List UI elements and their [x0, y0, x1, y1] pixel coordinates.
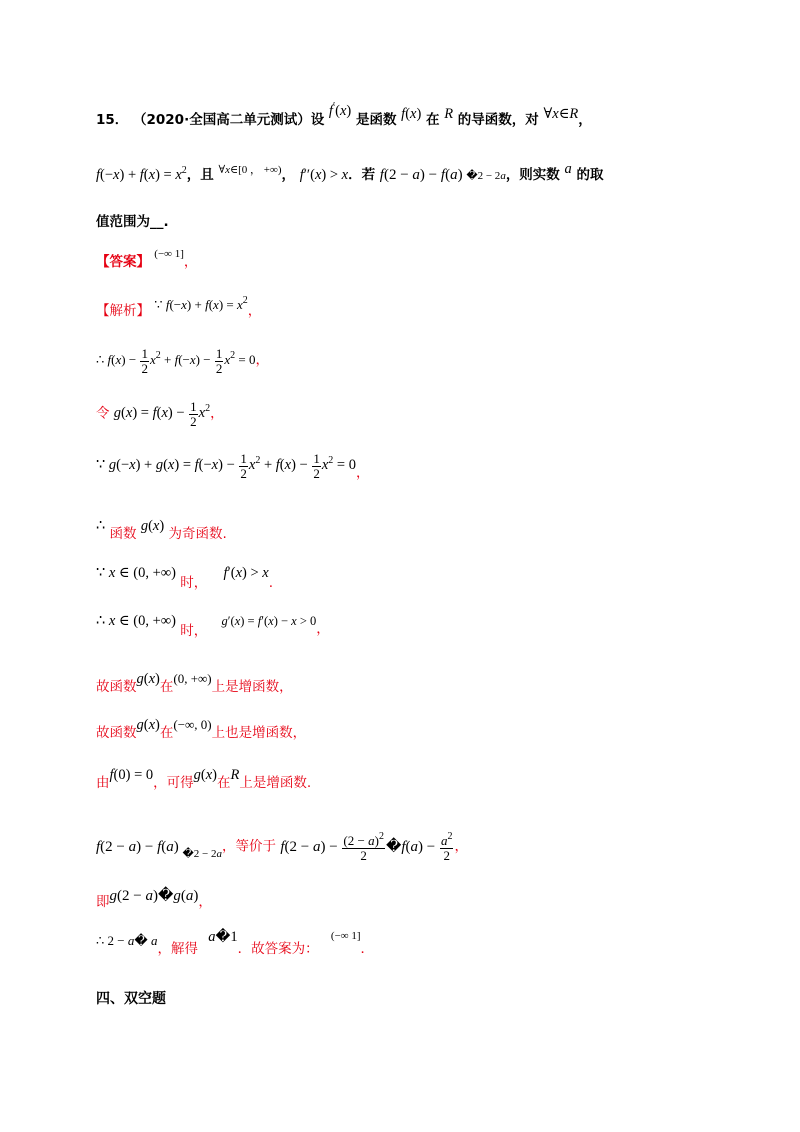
analysis-line-11: [96, 832, 468, 862]
formula: R: [444, 106, 454, 122]
formula: f′(x): [328, 101, 352, 119]
formula: (−∞, 0): [173, 717, 212, 732]
formula: ∴ f(x) − $\frac{1}{2}$ $x^2 + f(-x)$ − $\frac{1}{2}$ $x^2 = 0$: [96, 346, 256, 376]
problem-text: 值范围为__.: [96, 214, 169, 230]
problem-text: ，: [578, 112, 592, 128]
final-answer: (−∞ 1]: [330, 930, 361, 942]
problem-text: 的取: [576, 167, 604, 183]
section-title-text: 四、双空题: [96, 991, 166, 1007]
analysis-line-1: [96, 295, 262, 319]
analysis-text: 函数: [109, 526, 137, 542]
analysis-line-13: [96, 929, 375, 957]
answer-label: 【答案】: [96, 254, 150, 270]
analysis-line-10: [96, 767, 312, 791]
analysis-line-12: [96, 888, 212, 910]
formula: f(2 − a) − f(a) $_{�2 - 2a}$: [96, 838, 223, 860]
analysis-text: 上是增函数.: [239, 775, 312, 791]
problem-number: 15．: [96, 112, 129, 128]
analysis-text: 在: [159, 725, 174, 741]
analysis-text: ，可得: [153, 775, 194, 791]
formula: R: [230, 767, 240, 783]
analysis-text: 时，: [180, 575, 208, 591]
problem-text: ，: [281, 167, 296, 183]
analysis-period: .: [268, 575, 274, 591]
problem-source: （2020·全国高二单元测试）: [133, 112, 311, 128]
analysis-line-3: [96, 400, 224, 428]
analysis-text: 在: [217, 775, 231, 791]
analysis-text: 时，: [180, 623, 208, 639]
formula: f(2 − a) − $\frac{(2 - a)^2}{2}$ �f(a) − $\frac{a^2}{2}$: [280, 831, 453, 863]
problem-text: 在: [426, 112, 440, 128]
analysis-text: ．: [360, 941, 375, 957]
analysis-text: ，: [210, 405, 224, 422]
formula: f(x): [401, 106, 422, 122]
problem-text: 的导函数，对: [457, 112, 539, 128]
analysis-text: ，: [255, 352, 269, 369]
analysis-text: ．故答案为：: [237, 941, 319, 957]
formula: $f(-x) + f(x) = x^2$: [96, 165, 187, 183]
analysis-text: 令: [96, 405, 110, 422]
analysis-text: 为奇函数.: [168, 526, 227, 542]
analysis-text: 故函数: [96, 679, 137, 695]
problem-text: ．若: [348, 167, 376, 183]
problem-text: ，则实数: [505, 167, 560, 183]
formula: ∴: [96, 518, 106, 534]
analysis-line-6: [96, 565, 274, 591]
problem-line-1: [96, 101, 592, 128]
answer-comma: ，: [183, 254, 198, 270]
analysis-text: ，: [198, 894, 212, 910]
formula: g(x): [140, 518, 165, 534]
formula: ∵ $f(-x) + f(x) = x^2$: [154, 295, 248, 312]
analysis-line-7: [96, 613, 330, 639]
formula: ∀x∈[0 ， +∞): [218, 164, 282, 176]
formula: (0, +∞): [173, 671, 212, 686]
analysis-text: 由: [96, 775, 110, 791]
formula: ∴ 2 − a� a: [96, 933, 158, 948]
analysis-text: ，: [355, 465, 370, 482]
analysis-line-5: [96, 518, 227, 542]
analysis-text: 上是增函数，: [211, 679, 293, 695]
formula: a�1: [208, 929, 238, 945]
formula: f(0) = 0: [109, 767, 154, 783]
formula: ∀x∈R: [543, 106, 579, 122]
analysis-text: 在: [159, 679, 174, 695]
formula: a: [564, 161, 572, 177]
analysis-text: ，: [316, 621, 330, 637]
formula: f′′(x) > x: [299, 167, 349, 183]
problem-text: 是函数: [355, 112, 397, 128]
formula: ∵ x ∈ (0, +∞): [96, 565, 176, 581]
analysis-line-4: [96, 452, 369, 480]
analysis-text: 故函数: [96, 725, 137, 741]
formula: g(x): [136, 671, 160, 687]
analysis-text: ，解得: [157, 941, 198, 957]
analysis-line-2: [96, 347, 269, 375]
formula: g(x) = f(x) − $\frac{1}{2}$ $x^2$: [113, 399, 211, 429]
problem-line-2: [96, 161, 604, 183]
formula: g′(x) = f′(x) − x > 0: [221, 614, 317, 628]
formula: f′(x) > x: [223, 565, 269, 581]
formula: ∴ x ∈ (0, +∞): [96, 613, 176, 629]
problem-text: 设: [310, 112, 325, 128]
analysis-text: ，: [454, 838, 468, 855]
answer-line: [96, 248, 198, 270]
analysis-label: 【解析】: [96, 303, 150, 319]
answer-value: (−∞ 1]: [154, 248, 184, 260]
formula: g(2 − a)�g(a): [109, 888, 199, 904]
problem-line-3: [96, 216, 169, 230]
analysis-text: ，等价于: [222, 838, 277, 855]
formula: g(x): [136, 717, 160, 733]
analysis-text: ，: [247, 303, 262, 319]
analysis-line-8: [96, 671, 293, 695]
analysis-line-9: [96, 717, 307, 741]
problem-text: ，且: [186, 167, 214, 183]
formula: g(x): [193, 767, 217, 783]
analysis-text: 即: [96, 894, 110, 910]
analysis-text: 上也是增函数，: [211, 725, 307, 741]
formula: ∵ g(−x) + g(x) = f(−x) − $\frac{1}{2}$ $x^2 + f(x)$ − $\frac{1}{2}$ $x^2 = 0$: [96, 451, 356, 481]
formula: f(2 − a) − f(a) �2 − 2a: [379, 167, 506, 183]
section-title: [96, 992, 166, 1006]
